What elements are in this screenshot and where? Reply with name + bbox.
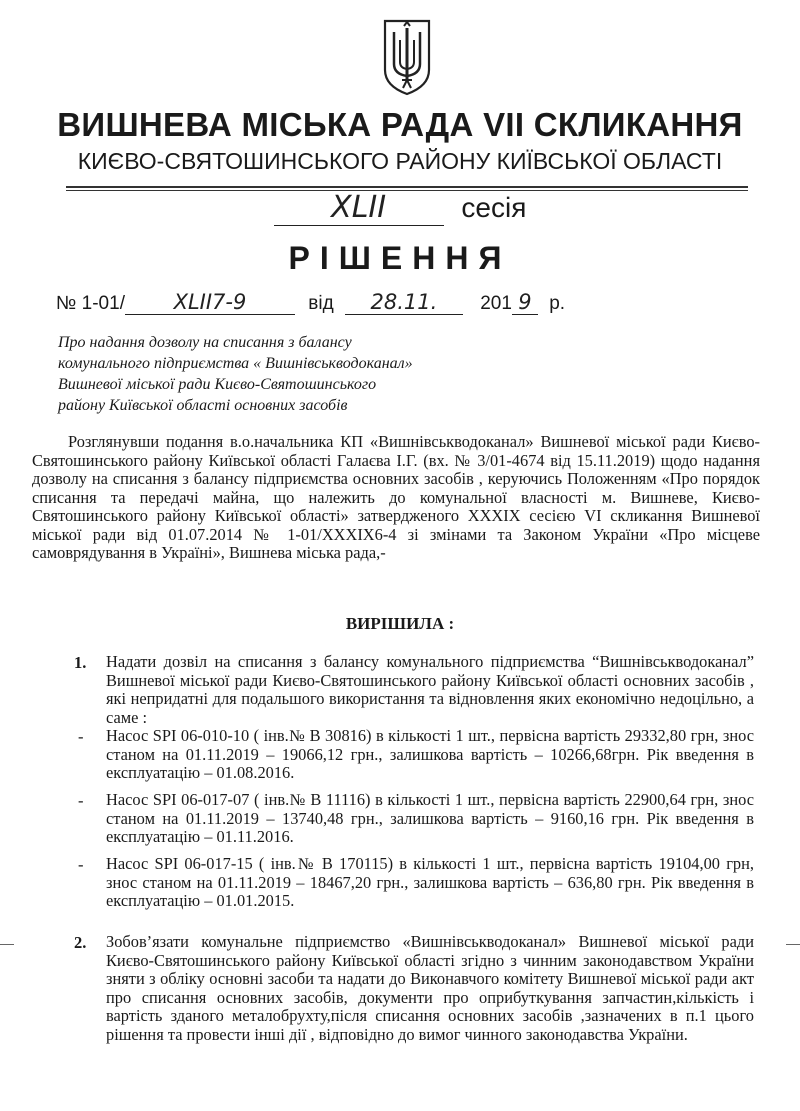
scan-mark: [0, 944, 14, 945]
item-text: Надати дозвіл на списання з балансу комунального підприємства “Вишнівськводоканал” Вишневої міської ради Києво-Святошинського району Київської області основних засобів , які непридатні для подальшого використання та відновлення яких економічно недоцільно, а саме :: [106, 652, 754, 727]
asset-entry: Насос SPI 06-017-07 ( інв.№ В 11116) в кількості 1 шт., первісна вартість 22900,64 грн, знос станом на 01.11.2019 – 13740,48 грн., залишкова вартість – 9160,16 грн. Рік введення в експлуатацію – 01.11.2016.: [106, 790, 754, 846]
subject-line: району Київської області основних засобів: [58, 397, 348, 414]
coat-of-arms-icon: [382, 18, 432, 96]
session-label: сесія: [461, 192, 527, 223]
number-prefix: № 1-01/: [56, 293, 125, 314]
header-divider: [66, 186, 748, 188]
preamble-paragraph: Розглянувши подання в.о.начальника КП «Вишнівськводоканал» Вишневої міської ради Києво-Святошинського району Київської області Галаєва І.Г. (вх. № 3/01-4674 від 15.11.2019) щодо надання дозволу на списання з балансу підприємства основних засобів , керуючись Положенням «Про порядок списання та передачі майна, що належить до комунальної власності м. Вишневе, Києво-Святошинського району Київської області» затвердженого XXXIX сесією VI скликання Вишневої міської ради від 01.07.2014 № 1-01/XXXIX6-4 зі змінами та Законом України «Про місцеве самоврядування в Україні», Вишнева міська рада,-: [32, 432, 760, 562]
council-name: ВИШНЕВА МІСЬКА РАДА VII СКЛИКАННЯ: [57, 106, 743, 143]
council-district: КИЄВО-СВЯТОШИНСЬКОГО РАЙОНУ КИЇВСЬКОЇ ОБЛАСТІ: [77, 148, 723, 174]
item-number: 2.: [74, 933, 87, 952]
list-dash: -: [78, 727, 84, 746]
document-title: РІШЕННЯ: [288, 240, 512, 276]
year-prefix: 201: [480, 293, 512, 314]
from-label: від: [308, 293, 334, 314]
decision-subject: [58, 332, 413, 416]
asset-entry: Насос SPI 06-017-15 ( інв.№ В 170115) в кількості 1 шт., первісна вартість 19104,00 грн, знос станом на 01.11.2019 – 18467,20 грн., залишкова вартість – 636,80 грн. Рік введення в експлуатацію – 01.01.2015.: [106, 854, 754, 910]
item-number: 1.: [74, 653, 87, 672]
session-line: [0, 190, 800, 226]
decided-heading: ВИРІШИЛА :: [345, 614, 455, 633]
decision-number-line: [56, 290, 565, 315]
decision-date: 28.11.: [345, 290, 463, 315]
item-text: Зобов’язати комунальне підприємство «Вишнівськводоканал» Вишневої міської ради Києво-Святошинського району Київської області згідно з чинним законодавством України зняти з обліку основні засоби та надати до Виконавчого комітету Вишневої міської ради акт про списання основних засобів, документи про оприбуткування запчастин,кількість і вартість зданого металобрухту,після списання основних засобів ,зазначених в п.1 цього рішення та провести інші дії , відповідно до вимог чинного законодавства України.: [106, 932, 754, 1044]
list-dash: -: [78, 855, 84, 874]
scan-mark: [786, 944, 800, 945]
subject-line: комунального підприємства « Вишнівськводоканал»: [58, 355, 413, 372]
subject-line: Вишневої міської ради Києво-Святошинського: [58, 376, 377, 393]
subject-line: Про надання дозволу на списання з балансу: [58, 334, 352, 351]
decision-number: XLII7-9: [125, 290, 295, 315]
asset-entry: Насос SPI 06-010-10 ( інв.№ В 30816) в кількості 1 шт., первісна вартість 29332,80 грн, знос станом на 01.11.2019 – 19066,12 грн., залишкова вартість – 10266,68грн. Рік введення в експлуатацію – 01.08.2016.: [106, 726, 754, 782]
session-number: XLII: [274, 190, 444, 226]
year-suffix: р.: [549, 293, 566, 314]
decision-year-digit: 9: [512, 290, 538, 315]
list-dash: -: [78, 791, 84, 810]
